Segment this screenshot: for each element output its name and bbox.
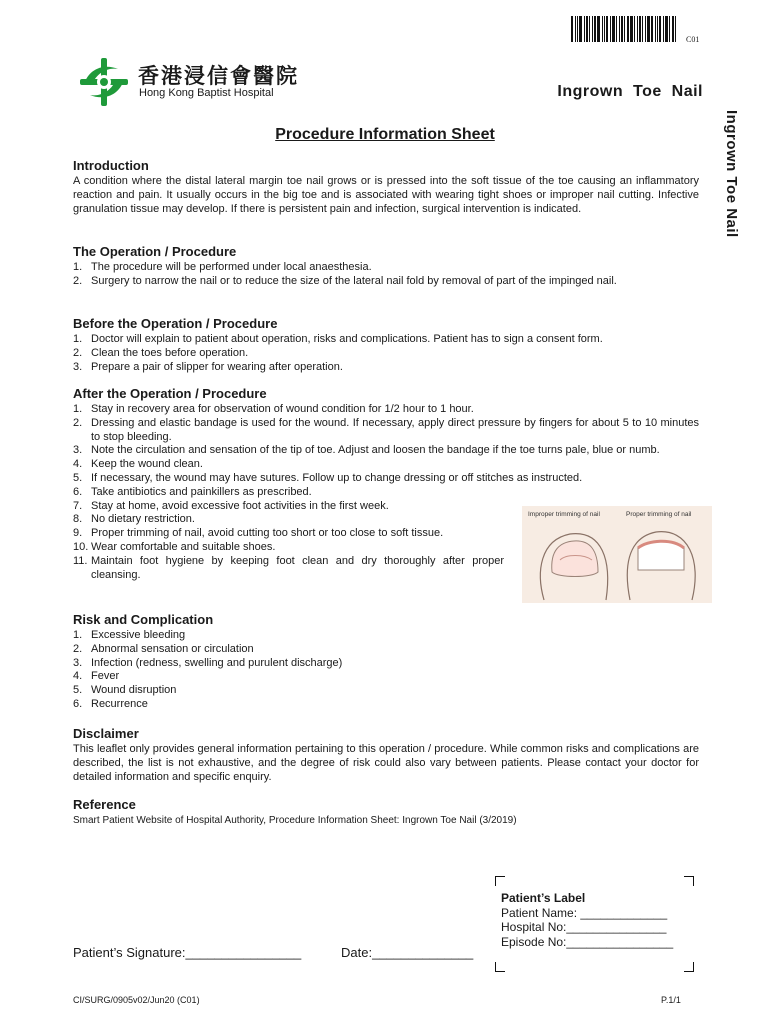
list-item [73, 347, 699, 361]
list-item [73, 417, 699, 445]
barcode-bar [619, 16, 620, 42]
risk-heading: Risk and Complication [73, 612, 214, 627]
patient-name-field[interactable]: Patient Name: _____________ [501, 905, 668, 920]
list-item [73, 500, 504, 514]
list-item-text: If necessary, the wound may have sutures. Follow up to change dressing or off stitches as instructed. [91, 471, 583, 484]
list-item [73, 670, 699, 684]
barcode-bar [571, 16, 573, 42]
patient-label-box [493, 874, 696, 974]
list-item-text: Take antibiotics and painkillers as prescribed. [91, 485, 312, 498]
hospital-name-english: Hong Kong Baptist Hospital [139, 87, 274, 99]
list-item-number: 3. [73, 656, 83, 669]
footer-page-number: P.1/1 [661, 995, 681, 1005]
operation-list [73, 261, 699, 289]
barcode-bar [647, 16, 650, 42]
list-item-text: Prepare a pair of slipper for wearing after operation. [91, 360, 343, 373]
barcode-bar [602, 16, 603, 42]
list-item [73, 629, 699, 643]
list-item [73, 643, 699, 657]
list-item-text: Infection (redness, swelling and purulent discharge) [91, 656, 343, 669]
barcode-bar [577, 16, 578, 42]
list-item-text: Keep the wound clean. [91, 458, 203, 471]
list-item-number: 1. [73, 333, 83, 345]
list-item [73, 275, 699, 289]
list-item [73, 458, 699, 472]
barcode-bar [645, 16, 646, 42]
barcode-bar [592, 16, 593, 42]
list-item [73, 555, 504, 583]
list-item-text: Excessive bleeding [91, 629, 186, 641]
list-item-number: 10. [73, 540, 89, 553]
list-item [73, 541, 504, 555]
barcode-bar [597, 16, 600, 42]
barcode-bar [606, 16, 608, 42]
operation-section [73, 244, 699, 289]
before-heading: Before the Operation / Procedure [73, 316, 278, 331]
barcode-bar [675, 16, 676, 42]
list-item-text: Proper trimming of nail, avoid cutting too short or too close to soft tissue. [91, 527, 444, 540]
list-item-text: Surgery to narrow the nail or to reduce the size of the lateral nail fold by removal of part of the impinged nail. [91, 274, 617, 287]
list-item-text: Wear comfortable and suitable shoes. [91, 540, 276, 553]
list-item [73, 333, 699, 347]
list-item-number: 1. [73, 403, 83, 415]
barcode-bar [610, 16, 611, 42]
list-item-number: 1. [73, 261, 83, 273]
after-heading: After the Operation / Procedure [73, 386, 267, 401]
list-item-text: Recurrence [91, 697, 148, 710]
patient-label-heading: Patient’s Label [501, 891, 586, 905]
list-item-number: 2. [73, 346, 83, 359]
list-item [73, 403, 699, 417]
barcode-bar [651, 16, 653, 42]
sheet-title: Procedure Information Sheet [275, 126, 495, 143]
barcode-bar [655, 16, 656, 42]
reference-section [73, 797, 699, 828]
barcode-bar [642, 16, 643, 42]
barcode-bar [663, 16, 664, 42]
disclaimer-section [73, 726, 699, 784]
before-section [73, 316, 699, 374]
barcode-bar [630, 16, 633, 42]
introduction-section [73, 158, 699, 216]
figure-caption-proper: Proper trimming of nail [626, 511, 692, 518]
barcode-bar [584, 16, 585, 42]
barcode-bar [637, 16, 638, 42]
barcode-bar [604, 16, 605, 42]
list-item-text: Note the circulation and sensation of the tip of toe. Adjust and loosen the bandage if the toe turns pale, blue or numb. [91, 444, 660, 457]
barcode-bar [589, 16, 590, 42]
hospital-name-chinese: 香港浸信會醫院 [138, 64, 299, 88]
operation-heading: The Operation / Procedure [73, 244, 237, 259]
list-item-text: Abnormal sensation or circulation [91, 642, 254, 655]
list-item [73, 657, 699, 671]
list-item-number: 6. [73, 697, 83, 710]
list-item-number: 4. [73, 458, 83, 471]
footer-doc-code: CI/SURG/0905v02/Jun20 (C01) [73, 995, 200, 1005]
corner-mark [684, 962, 694, 972]
barcode-bar [586, 16, 588, 42]
before-list [73, 333, 699, 374]
corner-mark [684, 876, 694, 886]
list-item-number: 2. [73, 642, 83, 655]
figure-caption-improper: Improper trimming of nail [528, 511, 600, 518]
list-item-number: 3. [73, 360, 83, 373]
form-code: C01 [686, 35, 700, 44]
episode-no-field[interactable]: Episode No:________________ [501, 934, 674, 949]
barcode-bar [659, 16, 661, 42]
barcode-bar [621, 16, 623, 42]
list-item [73, 698, 699, 712]
list-item-number: 9. [73, 527, 83, 540]
introduction-text: A condition where the distal lateral margin toe nail grows or is pressed into the soft tissue of the toe causing an inflammatory reaction and pain. It usually occurs in the big toe and is associated with wearing tight shoes or improper nail cutting. Infective granulation tissue may develop. If there is persistent pain and infection, surgical intervention is indicated. [73, 175, 699, 215]
reference-heading: Reference [73, 797, 136, 812]
list-item-text: Fever [91, 670, 120, 683]
disclaimer-heading: Disclaimer [73, 726, 139, 741]
list-item-number: 5. [73, 684, 83, 697]
risk-list [73, 629, 699, 712]
patient-label-lines [501, 891, 673, 949]
list-item [73, 684, 699, 698]
barcode-bar [634, 16, 635, 42]
barcode-bar [575, 16, 576, 42]
disclaimer-text: This leaflet only provides general information pertaining to this operation / procedure. While common risks and complications are described, the list is not exhaustive, and the degree of risk could also vary between patients. Please contact your doctor for detailed information and specific enquiry. [73, 743, 699, 783]
list-item-number: 7. [73, 499, 83, 512]
list-item-number: 8. [73, 513, 83, 526]
list-item-number: 1. [73, 629, 83, 641]
hospital-logo-icon [74, 55, 134, 109]
barcode-bar [612, 16, 615, 42]
list-item-text: Stay in recovery area for observation of wound condition for 1/2 hour to 1 hour. [91, 403, 474, 415]
patient-signature-field[interactable]: Patient’s Signature:________________ [73, 945, 302, 960]
barcode-bar [665, 16, 668, 42]
nail-trimming-figure [522, 506, 712, 603]
barcode-bar [616, 16, 617, 42]
document-title: Ingrown Toe Nail [557, 83, 703, 100]
hospital-no-field[interactable]: Hospital No:_______________ [501, 920, 667, 934]
list-item-text: Stay at home, avoid excessive foot activities in the first week. [91, 499, 389, 512]
list-item-text: The procedure will be performed under local anaesthesia. [91, 261, 372, 273]
list-item-number: 5. [73, 471, 83, 484]
list-item-text: Doctor will explain to patient about operation, risks and complications. Patient has to sign a consent form. [91, 333, 603, 345]
barcode-bar [657, 16, 658, 42]
list-item [73, 361, 699, 375]
barcode-bar [579, 16, 582, 42]
list-item-text: No dietary restriction. [91, 513, 195, 526]
barcode-bar [624, 16, 625, 42]
list-item [73, 472, 699, 486]
list-item [73, 527, 504, 541]
list-item-number: 2. [73, 416, 83, 429]
list-item-text: Maintain foot hygiene by keeping foot clean and dry thoroughly after proper cleansing. [91, 554, 504, 581]
barcode-bar [672, 16, 674, 42]
toe-nail-illustration [522, 520, 712, 603]
list-item-text: Dressing and elastic bandage is used for the wound. If necessary, apply direct pressure by fingers for about 5 to 10 minutes to stop bleeding. [91, 416, 699, 443]
list-item-number: 3. [73, 444, 83, 457]
list-item-number: 11. [73, 554, 88, 567]
list-item-number: 6. [73, 485, 83, 498]
list-item-text: Clean the toes before operation. [91, 346, 249, 359]
corner-mark [495, 962, 505, 972]
introduction-heading: Introduction [73, 158, 149, 173]
list-item-number: 4. [73, 670, 83, 683]
date-field[interactable]: Date:______________ [341, 945, 474, 960]
risk-section [73, 612, 699, 712]
corner-mark [495, 876, 505, 886]
list-item [73, 513, 504, 527]
list-item [73, 444, 699, 458]
barcode [571, 16, 677, 42]
barcode-bar [594, 16, 596, 42]
barcode-bar [627, 16, 629, 42]
barcode-bar [639, 16, 641, 42]
list-item-number: 2. [73, 274, 83, 287]
side-tab-label: Ingrown Toe Nail [723, 110, 740, 238]
list-item [73, 261, 699, 275]
list-item [73, 486, 504, 500]
barcode-bar [669, 16, 670, 42]
list-item-text: Wound disruption [91, 684, 177, 697]
reference-text: Smart Patient Website of Hospital Authority, Procedure Information Sheet: Ingrown Toe Nail (3/2019) [73, 815, 517, 826]
